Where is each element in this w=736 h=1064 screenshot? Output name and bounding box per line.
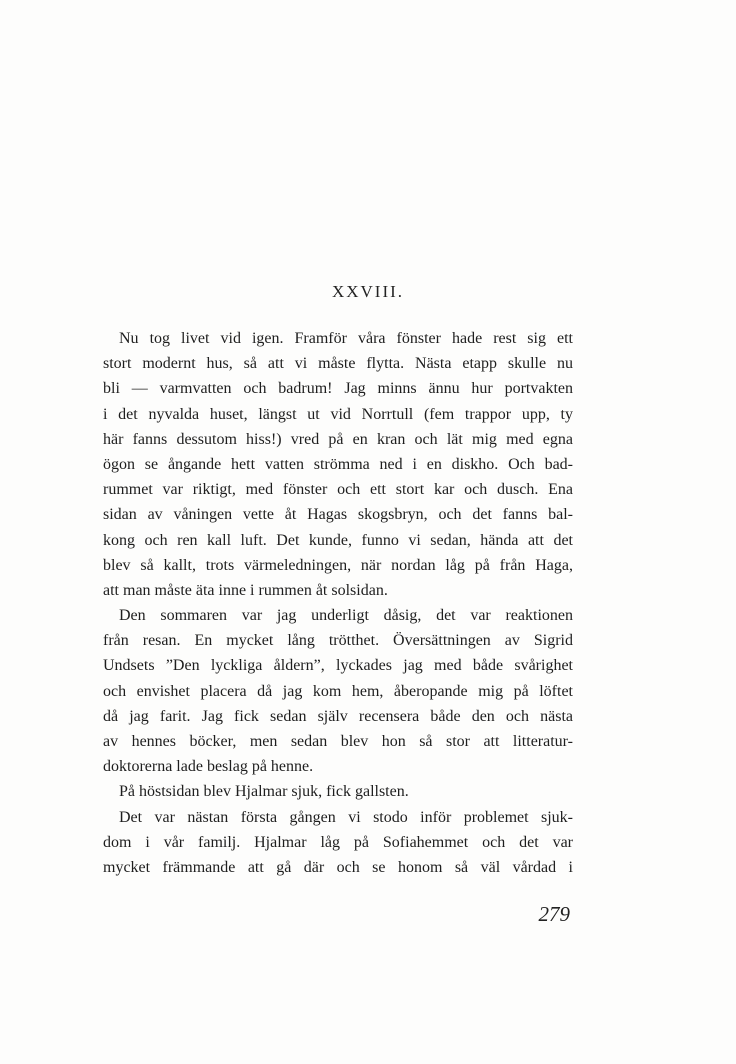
- text-line: Den sommaren var jag underligt dåsig, det var reaktionen: [119, 607, 573, 625]
- text-line: att man måste äta inne i rummen åt solsidan.: [103, 581, 388, 599]
- text-line: Det var nästan första gången vi stodo inför problemet sjuk-: [119, 808, 573, 826]
- text-line: sidan av våningen vette åt Hagas skogsbryn, och det fanns bal-: [103, 506, 573, 524]
- text-line: Undsets ”Den lyckliga åldern”, lyckades jag med både svårighet: [103, 657, 573, 675]
- paragraph-2: [103, 603, 573, 779]
- paragraph-4: [103, 805, 573, 881]
- text-line: blev så kallt, trots värmeledningen, när nordan låg på från Haga,: [103, 556, 573, 574]
- text-line: i det nyvalda huset, längst ut vid Norrtull (fem trappor upp, ty: [103, 405, 573, 423]
- text-line: då jag farit. Jag fick sedan själv recensera både den och nästa: [103, 707, 573, 725]
- text-line: och envishet placera då jag kom hem, åberopande mig på löftet: [103, 682, 573, 700]
- text-line: Nu tog livet vid igen. Framför våra fönster hade rest sig ett: [119, 330, 573, 347]
- text-line: dom i vår familj. Hjalmar låg på Sofiahemmet och det var: [103, 833, 573, 851]
- text-line: doktorerna lade beslag på henne.: [103, 758, 314, 776]
- chapter-heading: XXVIII.: [331, 282, 405, 301]
- body-text: [103, 326, 573, 880]
- text-line: här fanns dessutom hiss!) vred på en kran och lät mig med egna: [103, 430, 573, 448]
- text-line: stort modernt hus, så att vi måste flytta. Nästa etapp skulle nu: [103, 355, 573, 373]
- text-line: bli — varmvatten och badrum! Jag minns ännu hur portvakten: [103, 380, 573, 398]
- text-line: På höstsidan blev Hjalmar sjuk, fick gallsten.: [119, 783, 409, 801]
- text-line: ögon se ångande hett vatten strömma ned i en diskho. Och bad-: [103, 455, 573, 473]
- paragraph-3: [103, 779, 573, 804]
- text-line: kong och ren kall luft. Det kunde, funno vi sedan, hända att det: [103, 531, 573, 549]
- paragraph-1: [103, 326, 573, 603]
- text-line: från resan. En mycket lång trötthet. Översättningen av Sigrid: [103, 632, 573, 650]
- text-line: rummet var riktigt, med fönster och ett stort kar och dusch. Ena: [103, 481, 573, 499]
- text-line: av hennes böcker, men sedan blev hon så stor att litteratur-: [103, 733, 573, 750]
- text-line: mycket främmande att gå där och se honom så väl vårdad i: [103, 858, 573, 876]
- page-number: 279: [538, 902, 570, 926]
